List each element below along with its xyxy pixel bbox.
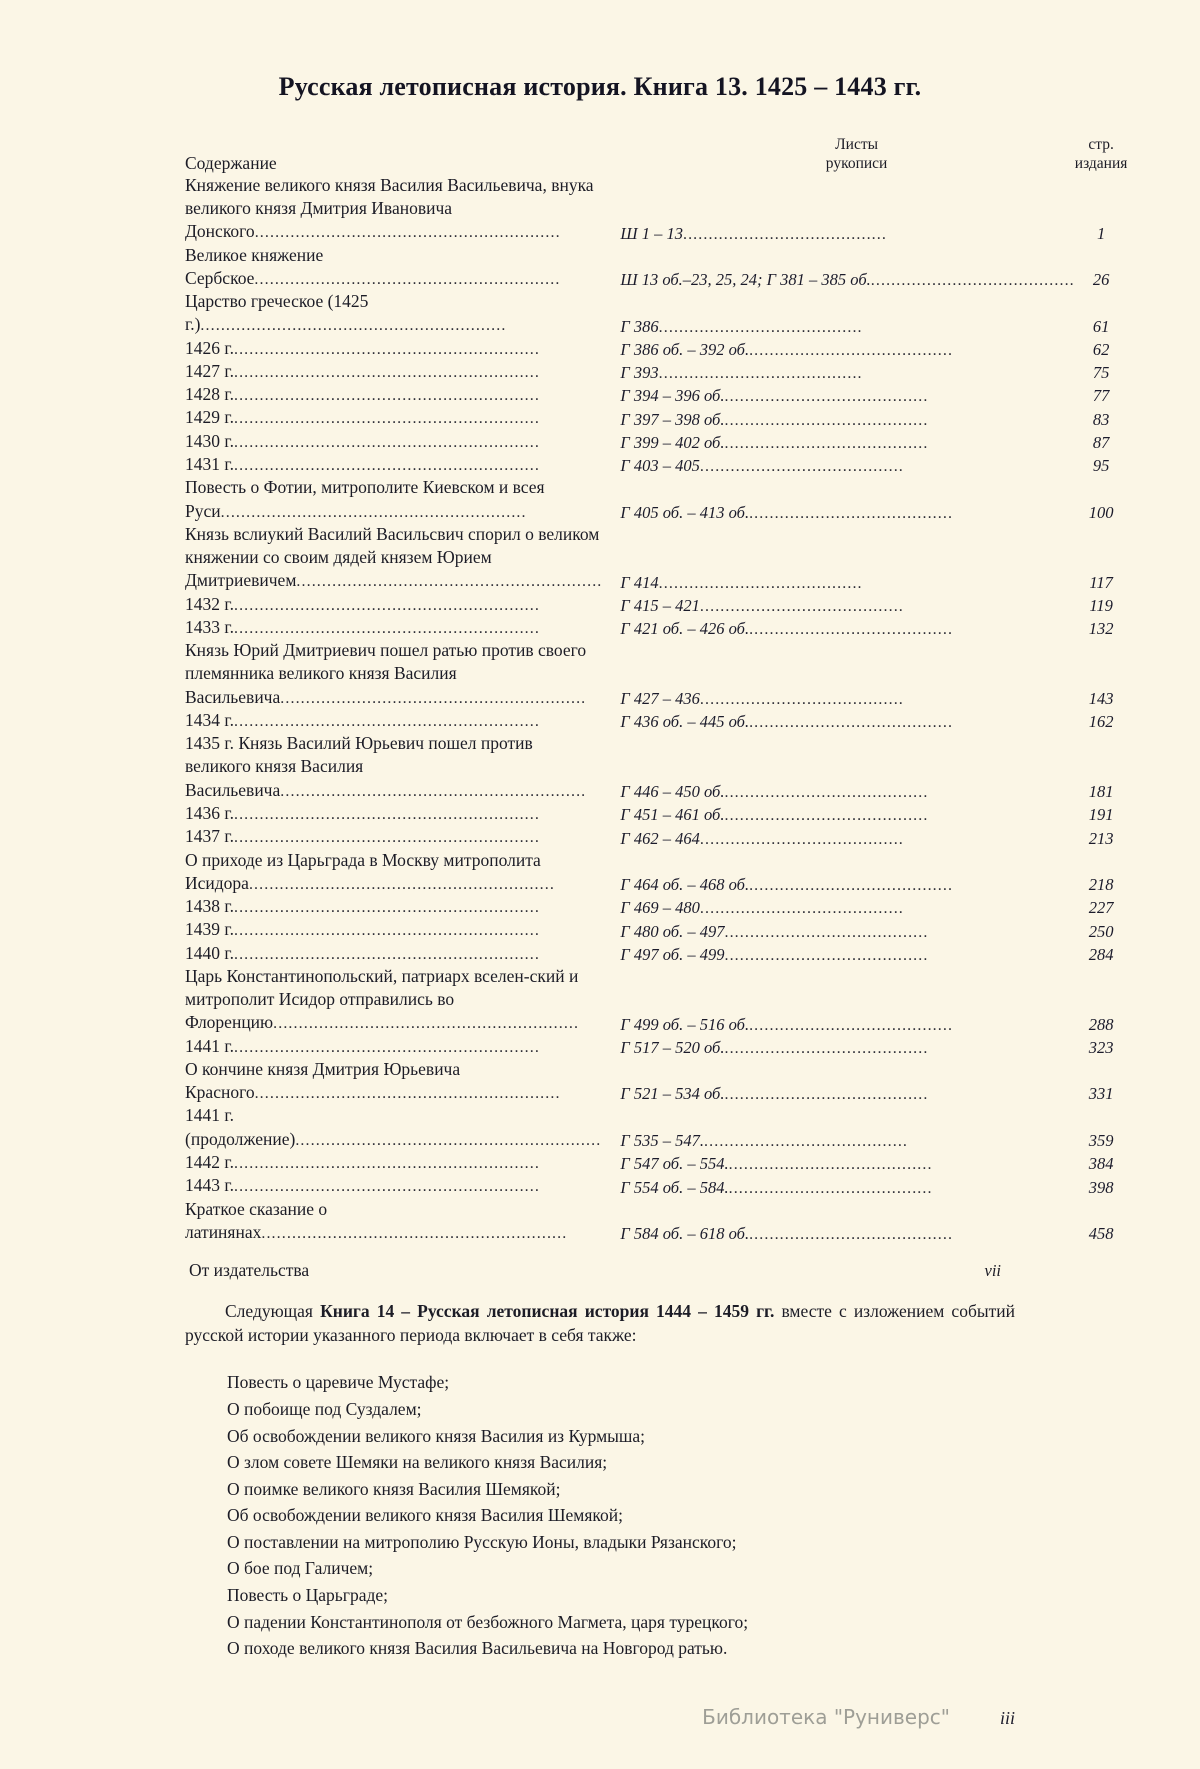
leader-dots: ........................................ (699, 597, 904, 615)
toc-entry-page (1075, 942, 1128, 965)
toc-row[interactable] (185, 1151, 1127, 1174)
toc-row[interactable] (185, 453, 1127, 476)
toc-entry-page-text: 284 (1088, 944, 1114, 964)
toc-entry-title (185, 1058, 602, 1105)
toc-entry-sheets-text: Г 462 – 464 (620, 828, 700, 848)
page-title: Русская летописная история. Книга 13. 1425 – 1443 гг. (278, 72, 922, 101)
toc-entry-sheets-text: Г 399 – 402 об. (620, 433, 725, 452)
page-footer (0, 1705, 1200, 1729)
toc-entry-page (1075, 290, 1128, 337)
leader-dots: ............................................................ (280, 689, 587, 707)
leader-dots: ............................................................ (254, 270, 561, 288)
header-page-line1: стр. (1088, 136, 1114, 153)
list-item: О походе великого князя Василия Васильевича на Новгород ратью. (227, 1638, 728, 1659)
toc-entry-page-text: 288 (1088, 1014, 1114, 1034)
toc-body (185, 174, 1127, 1244)
leader-dots: ........................................ (749, 1016, 954, 1034)
toc-entry-sheets (602, 942, 1074, 965)
toc-entry-page (1075, 383, 1128, 406)
leader-dots: ........................................ (704, 1132, 909, 1150)
toc-entry-page-text: 119 (1089, 595, 1113, 615)
toc-entry-sheets-text: Г 436 об. – 445 об. (620, 712, 750, 732)
toc-entry-page (1075, 476, 1128, 523)
toc-entry-sheets-text: Г 386 (620, 316, 659, 336)
toc-entry-page-text: 100 (1088, 502, 1114, 522)
leader-dots: ............................................................ (248, 875, 555, 893)
toc-entry-title-text: 1428 г. (185, 384, 234, 405)
toc-entry-title-text: Царство греческое (1425 г.) (185, 291, 369, 335)
leader-dots: ............................................................ (296, 573, 603, 591)
toc-entry-title-text: Краткое сказание о латинянах (185, 1198, 328, 1242)
toc-entry-page-text: 323 (1088, 1037, 1114, 1057)
toc-entry-page-text: 162 (1088, 712, 1114, 732)
toc-entry-title-text: 1427 г. (185, 360, 234, 381)
toc-entry-sheets (602, 430, 1074, 453)
list-item: Об освобождении великого князя Василия Шемякой; (227, 1505, 623, 1526)
toc-row[interactable] (185, 918, 1127, 941)
leader-dots: ........................................ (658, 574, 863, 592)
toc-entry-sheets-text: Ш 13 об.–23, 25, 24; Г 381 – 385 об. (620, 270, 871, 290)
toc-entry-page-text: 75 (1092, 363, 1110, 383)
toc-entry-sheets (602, 1104, 1074, 1151)
toc-entry-sheets (602, 825, 1074, 848)
toc-entry-page (1075, 174, 1128, 244)
toc-entry-sheets-text: Г 393 (620, 363, 659, 383)
list-item: О падении Константинополя от безбожного Магмета, царя турецкого; (227, 1611, 749, 1632)
toc-entry-sheets (602, 244, 1074, 291)
toc-entry-sheets-text: Г 464 об. – 468 об. (620, 875, 750, 895)
leader-dots: ............................................................ (233, 829, 540, 847)
toc-entry-title-text: 1432 г. (185, 593, 234, 614)
toc-entry-title-text: 1435 г. Князь Василий Юрьевич пошел против великого князя Василия Васильевича (185, 733, 533, 800)
leader-dots: ............................................................ (233, 433, 540, 451)
toc-row[interactable] (185, 430, 1127, 453)
toc-row[interactable] (185, 290, 1127, 337)
toc-entry-page (1075, 895, 1128, 918)
toc-entry-sheets (602, 732, 1074, 802)
toc-entry-title (185, 802, 602, 825)
next-book-note (185, 1299, 1015, 1347)
toc-entry-title (185, 616, 602, 639)
leader-dots: ........................................ (724, 411, 929, 429)
toc-entry-title-text: 1443 г. (185, 1175, 234, 1196)
toc-entry-page (1075, 732, 1128, 802)
toc-entry-title (185, 337, 602, 360)
note-part2: вместе с изложением событий русской истории указанного периода включает в себя также: (185, 1301, 1015, 1346)
toc-entry-title (185, 476, 602, 523)
toc-entry-page-text: 227 (1088, 898, 1114, 918)
toc-entry-sheets (602, 895, 1074, 918)
toc-entry-sheets (602, 593, 1074, 616)
note-part1: Следующая (225, 1301, 321, 1322)
toc-entry-title (185, 523, 602, 593)
toc-entry-title-text: О кончине князя Дмитрия Юрьевича Красного (185, 1058, 461, 1103)
toc-entry-page (1075, 1198, 1128, 1245)
toc-entry-page (1075, 523, 1128, 593)
toc-entry-title-text: 1440 г. (185, 942, 234, 963)
toc-row[interactable] (185, 616, 1127, 639)
leader-dots: ............................................................ (233, 410, 540, 428)
toc-entry-sheets (602, 174, 1074, 244)
toc-entry-title (185, 593, 602, 616)
list-item: Повесть о царевиче Мустафе; (227, 1372, 450, 1393)
toc-entry-sheets-text: Г 497 об. – 499 (620, 944, 725, 964)
leader-dots: ............................................................ (233, 1038, 540, 1056)
table-of-contents (185, 136, 1127, 1244)
toc-entry-title-text: Князь Юрий Дмитриевич пошел ратью против своего племянника великого князя Василия Васильевича (185, 640, 587, 707)
leader-dots: ........................................ (724, 1086, 929, 1104)
list-item: О бое под Галичем; (227, 1558, 374, 1579)
toc-entry-page-text: 132 (1088, 619, 1114, 639)
toc-entry-title (185, 290, 602, 337)
leader-dots: ........................................ (699, 830, 904, 848)
toc-entry-sheets-text: Г 397 – 398 об. (620, 409, 725, 429)
leader-dots: ............................................................ (233, 899, 540, 917)
leader-dots: ............................................................ (200, 317, 507, 335)
list-item: О поимке великого князя Василия Шемякой; (227, 1478, 561, 1499)
toc-entry-page (1075, 1174, 1128, 1197)
toc-entry-title (185, 965, 602, 1035)
toc-entry-sheets (602, 406, 1074, 429)
leader-dots: ............................................................ (233, 340, 540, 358)
toc-row[interactable] (185, 895, 1127, 918)
toc-entry-sheets-text: Г 521 – 534 об. (620, 1084, 725, 1104)
toc-entry-sheets (602, 383, 1074, 406)
toc-entry-title (185, 942, 602, 965)
toc-entry-title-text: 1436 г. (185, 802, 234, 823)
leader-dots: ............................................................ (233, 922, 540, 940)
toc-entry-sheets-text: Г 421 об. – 426 об. (620, 619, 750, 639)
leader-dots: ............................................................ (280, 782, 587, 800)
leader-dots: ........................................ (699, 900, 904, 918)
toc-entry-title (185, 825, 602, 848)
toc-row[interactable] (185, 406, 1127, 429)
toc-entry-title-text: Княжение великого князя Василия Васильевича, внука великого князя Дмитрия Ивановича Донского (185, 174, 594, 242)
toc-entry-page-text: 1 (1096, 223, 1106, 243)
toc-entry-title-text: 1431 г. (185, 454, 234, 474)
toc-row[interactable] (185, 639, 1127, 709)
leader-dots: ........................................ (749, 504, 954, 522)
leader-dots: ........................................ (724, 923, 929, 941)
toc-entry-page-text: 398 (1088, 1177, 1114, 1197)
toc-entry-page (1075, 453, 1128, 476)
toc-row[interactable] (185, 1198, 1127, 1245)
toc-entry-sheets (602, 476, 1074, 523)
toc-entry-page-text: 250 (1088, 921, 1114, 941)
toc-entry-title (185, 1174, 602, 1197)
toc-entry-title (185, 453, 602, 476)
toc-entry-sheets (602, 849, 1074, 896)
leader-dots: ............................................................ (233, 387, 540, 405)
toc-entry-page (1075, 825, 1128, 848)
toc-entry-sheets (602, 802, 1074, 825)
toc-entry-page-text: 143 (1088, 688, 1114, 708)
toc-entry-page-text: 117 (1089, 572, 1113, 592)
folio-number: iii (999, 1708, 1015, 1728)
toc-entry-sheets (602, 1198, 1074, 1245)
toc-entry-sheets-text: Г 480 об. – 497 (620, 921, 725, 941)
toc-row[interactable] (185, 825, 1127, 848)
toc-entry-title (185, 895, 602, 918)
toc-entry-sheets-text: Г 469 – 480 (620, 898, 700, 918)
toc-entry-title-text: 1426 г. (185, 337, 234, 358)
toc-entry-sheets (602, 290, 1074, 337)
toc-entry-title-text: Повесть о Фотии, митрополите Киевском и всея Руси (185, 477, 545, 521)
toc-entry-title-text: 1441 г. (продолжение) (185, 1105, 296, 1149)
leader-dots: ........................................ (749, 877, 954, 895)
toc-entry-page-text: 458 (1088, 1224, 1114, 1244)
leader-dots: ........................................ (728, 1179, 933, 1197)
toc-entry-sheets (602, 709, 1074, 732)
list-item: Об освобождении великого князя Василия из Курмыша; (227, 1425, 646, 1446)
list-item: О поставлении на митрополию Русскую Ионы, владыки Рязанского; (227, 1531, 737, 1552)
document-page (0, 72, 1200, 1769)
toc-row[interactable] (185, 1058, 1127, 1105)
toc-row[interactable] (185, 174, 1127, 244)
leader-dots: ............................................................ (233, 805, 540, 823)
toc-entry-title-text: 1429 г. (185, 407, 234, 428)
leader-dots: ............................................................ (295, 1131, 602, 1149)
leader-dots: ............................................................ (233, 619, 540, 637)
leader-dots: ............................................................ (233, 712, 540, 730)
toc-entry-page (1075, 965, 1128, 1035)
toc-entry-page-text: 191 (1088, 805, 1114, 825)
toc-entry-sheets-text: Г 547 об. – 554. (620, 1154, 729, 1174)
toc-entry-sheets-text: Г 554 об. – 584. (620, 1177, 729, 1197)
toc-entry-page-text: 181 (1088, 781, 1114, 801)
toc-header-row (185, 136, 1127, 174)
toc-row[interactable] (185, 849, 1127, 896)
toc-entry-sheets-text: Г 415 – 421 (620, 595, 700, 615)
toc-entry-title (185, 849, 602, 896)
toc-entry-sheets (602, 1174, 1074, 1197)
leader-dots: ........................................ (724, 946, 929, 964)
header-page (1075, 136, 1128, 174)
toc-entry-sheets (602, 616, 1074, 639)
library-watermark: Библиотека "Руниверс" (702, 1705, 950, 1729)
toc-entry-page (1075, 918, 1128, 941)
leader-dots: ........................................ (724, 435, 929, 452)
toc-entry-sheets-text: Г 584 об. – 618 об. (620, 1224, 750, 1244)
leader-dots: ............................................................ (233, 1178, 540, 1196)
list-item: О злом совете Шемяки на великого князя Василия; (227, 1452, 608, 1473)
leader-dots: ............................................................ (220, 503, 527, 521)
leader-dots: ........................................ (728, 1156, 933, 1174)
header-contents: Содержание (185, 152, 277, 173)
toc-entry-page (1075, 244, 1128, 291)
leader-dots: ........................................ (749, 714, 954, 732)
leader-dots: ........................................ (870, 272, 1075, 290)
list-item: Повесть о Царьграде; (227, 1585, 389, 1606)
leader-dots: ........................................ (658, 318, 863, 336)
toc-entry-page (1075, 849, 1128, 896)
toc-entry-title (185, 918, 602, 941)
toc-entry-page (1075, 360, 1128, 383)
toc-row[interactable] (185, 360, 1127, 383)
leader-dots: ............................................................ (254, 224, 561, 242)
toc-entry-title (185, 639, 602, 709)
toc-entry-page (1075, 639, 1128, 709)
toc-row[interactable] (185, 942, 1127, 965)
toc-entry-page-text: 26 (1092, 270, 1110, 290)
upcoming-contents-list (227, 1369, 1015, 1662)
header-sheets-line2: рукописи (825, 154, 888, 172)
toc-entry-title (185, 360, 602, 383)
leader-dots: ........................................ (699, 690, 904, 708)
toc-entry-page (1075, 1104, 1128, 1151)
toc-entry-page-text: 62 (1092, 339, 1110, 359)
leader-dots: ........................................ (749, 341, 954, 359)
leader-dots: ........................................ (724, 1039, 929, 1057)
toc-entry-sheets-text: Г 517 – 520 об. (620, 1037, 725, 1057)
toc-row[interactable] (185, 802, 1127, 825)
header-sheets-line1: Листы (835, 136, 879, 153)
leader-dots: ............................................................ (254, 1085, 561, 1103)
toc-row[interactable] (185, 523, 1127, 593)
toc-entry-sheets-text: Г 427 – 436 (620, 688, 700, 708)
toc-entry-sheets-text: Г 405 об. – 413 об. (620, 502, 750, 522)
toc-entry-title (185, 174, 602, 244)
leader-dots: ............................................................ (233, 1154, 540, 1172)
leader-dots: ........................................ (724, 807, 929, 825)
toc-entry-page (1075, 802, 1128, 825)
toc-entry-title-text: Князь вслиукий Василий Васильсвич спорил о великом княжении со своим дядей князем Юрием Дмитриевичем (185, 523, 600, 591)
toc-row[interactable] (185, 709, 1127, 732)
leader-dots: ........................................ (724, 388, 929, 406)
note-bold: Книга 14 – Русская летописная история 1444 – 1459 гг. (320, 1301, 775, 1322)
leader-dots: ........................................ (749, 621, 954, 639)
toc-row[interactable] (185, 732, 1127, 802)
toc-entry-title-text: 1434 г. (185, 709, 234, 730)
toc-entry-title-text: Великое княжение Сербское (185, 244, 324, 288)
toc-entry-page-text: 95 (1092, 456, 1110, 476)
toc-entry-page (1075, 709, 1128, 732)
toc-entry-title (185, 1104, 602, 1151)
toc-entry-page (1075, 1058, 1128, 1105)
toc-row[interactable] (185, 1174, 1127, 1197)
leader-dots: ........................................ (682, 225, 887, 243)
toc-entry-sheets-text: Г 499 об. – 516 об. (620, 1014, 750, 1034)
leader-dots: ............................................................ (233, 596, 540, 614)
toc-entry-title-text: 1433 г. (185, 616, 234, 637)
list-item: О побоище под Суздалем; (227, 1398, 422, 1419)
toc-entry-page-text: 83 (1092, 409, 1110, 429)
toc-entry-title (185, 1035, 602, 1058)
toc-row[interactable] (185, 476, 1127, 523)
toc-entry-title-text: 1438 г. (185, 896, 234, 917)
toc-entry-page-text: 77 (1092, 386, 1110, 406)
toc-entry-page-text: 61 (1092, 316, 1110, 336)
toc-entry-sheets-text: Г 451 – 461 об. (620, 805, 725, 825)
leader-dots: ............................................................ (233, 945, 540, 963)
toc-entry-page-text: 384 (1088, 1154, 1114, 1174)
toc-entry-title-text: О приходе из Царьграда в Москву митрополита Исидора (185, 849, 541, 893)
toc-entry-page (1075, 430, 1128, 453)
toc-row[interactable] (185, 1035, 1127, 1058)
toc-entry-page (1075, 1151, 1128, 1174)
toc-entry-title (185, 1151, 602, 1174)
toc-entry-page (1075, 337, 1128, 360)
toc-entry-sheets-text: Ш 1 – 13 (620, 223, 683, 243)
toc-row[interactable] (185, 383, 1127, 406)
toc-row[interactable] (185, 593, 1127, 616)
toc-entry-title (185, 709, 602, 732)
leader-dots: ............................................................ (233, 457, 540, 474)
toc-entry-sheets-text: Г 414 (620, 572, 659, 592)
toc-entry-sheets-text: Г 394 – 396 об. (620, 386, 725, 406)
toc-entry-page (1075, 406, 1128, 429)
toc-entry-page (1075, 616, 1128, 639)
toc-entry-sheets (602, 453, 1074, 476)
toc-row[interactable] (185, 337, 1127, 360)
toc-entry-title-text: 1439 г. (185, 919, 234, 940)
toc-entry-page (1075, 593, 1128, 616)
toc-entry-sheets (602, 360, 1074, 383)
toc-entry-sheets (602, 639, 1074, 709)
toc-entry-page-text: 359 (1088, 1130, 1114, 1150)
toc-entry-sheets (602, 337, 1074, 360)
toc-entry-title (185, 1198, 602, 1245)
toc-row[interactable] (185, 965, 1127, 1035)
toc-entry-title-text: 1442 г. (185, 1151, 234, 1172)
toc-entry-sheets-text: Г 386 об. – 392 об. (620, 339, 750, 359)
from-publisher-page: vii (984, 1261, 1001, 1281)
toc-entry-sheets-text: Г 446 – 450 об. (620, 781, 725, 801)
toc-entry-title (185, 430, 602, 453)
header-sheets (602, 136, 1074, 174)
toc-entry-title (185, 383, 602, 406)
toc-entry-sheets (602, 1035, 1074, 1058)
toc-entry-sheets (602, 1058, 1074, 1105)
toc-entry-title (185, 732, 602, 802)
toc-entry-title-text: Царь Константинопольский, патриарх вселен-ский и митрополит Исидор отправились во Флоренцию (185, 965, 579, 1033)
toc-entry-title (185, 244, 602, 291)
toc-entry-sheets-text: Г 403 – 405 (620, 456, 700, 476)
toc-row[interactable] (185, 244, 1127, 291)
leader-dots: ............................................................ (261, 1224, 568, 1242)
leader-dots: ............................................................ (233, 363, 540, 381)
toc-entry-sheets (602, 1151, 1074, 1174)
contents-section (185, 136, 1128, 1662)
leader-dots: ........................................ (724, 783, 929, 801)
from-publisher-label: От издательства (189, 1260, 310, 1281)
toc-row[interactable] (185, 1104, 1127, 1151)
toc-entry-sheets (602, 965, 1074, 1035)
toc-entry-page-text: 331 (1088, 1084, 1114, 1104)
leader-dots: ........................................ (658, 365, 863, 383)
toc-entry-sheets (602, 523, 1074, 593)
toc-entry-sheets-text: Г 535 – 547. (620, 1130, 705, 1150)
toc-entry-sheets (602, 918, 1074, 941)
leader-dots: ........................................ (749, 1226, 954, 1244)
toc-entry-title-text: 1441 г. (185, 1035, 234, 1056)
leader-dots: ............................................................ (273, 1015, 580, 1033)
from-publisher-row (185, 1260, 1015, 1281)
toc-entry-title-text: 1430 г. (185, 430, 234, 451)
toc-entry-title-text: 1437 г. (185, 826, 234, 847)
toc-entry-page (1075, 1035, 1128, 1058)
leader-dots: ........................................ (699, 458, 904, 476)
toc-entry-page-text: 218 (1088, 875, 1114, 895)
toc-entry-page-text: 87 (1092, 433, 1110, 452)
toc-entry-page-text: 213 (1088, 828, 1114, 848)
toc-entry-title (185, 406, 602, 429)
header-page-line2: издания (1074, 154, 1128, 172)
